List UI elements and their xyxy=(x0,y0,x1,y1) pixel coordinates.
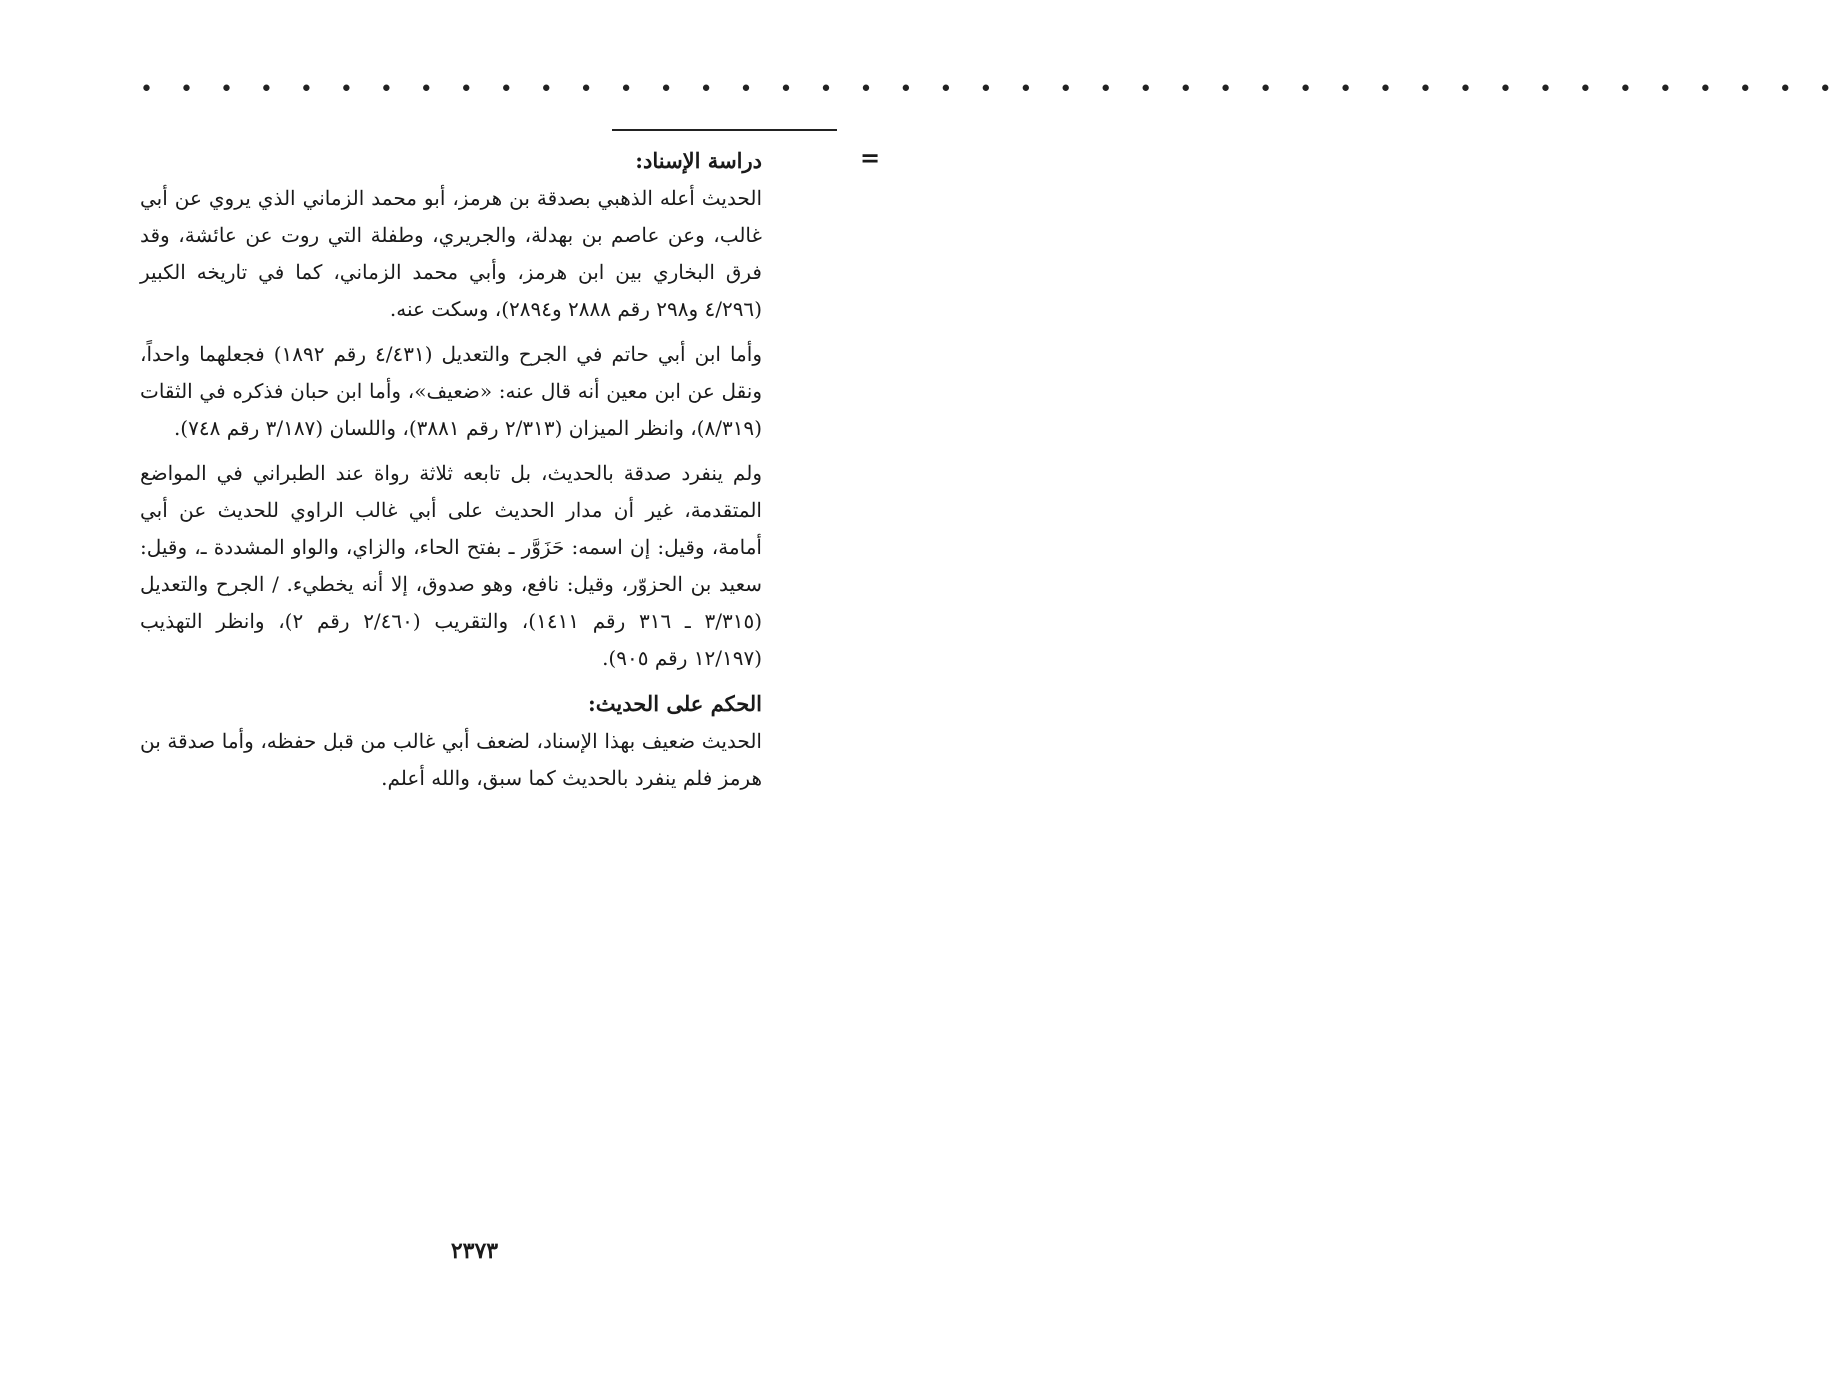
isnad-study-heading: دراسة الإسناد: xyxy=(635,148,762,173)
ruling-heading: الحكم على الحديث: xyxy=(588,691,762,716)
isnad-paragraph-2: وأما ابن أبي حاتم في الجرح والتعديل (٤/٤٣١ رقم ١٨٩٢) فجعلهما واحداً، ونقل عن ابن معين أنه قال عنه: «ضعيف»، وأما ابن حبان فذكره في الثقات (٨/٣١٩)، وانظر الميزان (٢/٣١٣ رقم ٣٨٨١)، واللسان (٣/١٨٧ رقم ٧٤٨). xyxy=(140,342,762,440)
continuation-mark: = xyxy=(860,143,881,172)
header-dotted-line: • • • • • • • • • • • • • • • • • • • • • • • • • • • • • • • • • • • • • • • • • • • xyxy=(140,77,1842,102)
isnad-paragraph-3: ولم ينفرد صدقة بالحديث، بل تابعه ثلاثة رواة عند الطبراني في المواضع المتقدمة، غير أن مدار الحديث على أبي غالب الراوي للحديث عن أبي أمامة، وقيل: إن اسمه: حَزَوَّر ـ بفتح الحاء، والزاي، والواو المشددة ـ، وقيل: سعيد بن الحزوّر، وقيل: نافع، وهو صدوق، إلا أنه يخطيء. / الجرح والتعديل (٣/٣١٥ ـ ٣١٦ رقم ١٤١١)، والتقريب (٢/٤٦٠ رقم ٢)، وانظر التهذيب (١٢/١٩٧ رقم ٩٠٥). xyxy=(140,461,763,670)
page-body xyxy=(140,142,762,805)
page-number: ٢٣٧٣ xyxy=(450,1238,499,1264)
isnad-paragraph-1: الحديث أعله الذهبي بصدقة بن هرمز، أبو محمد الزماني الذي يروي عن أبي غالب، وعن عاصم بن بهدلة، والجريري، وطفلة التي روت عن عائشة، وقد فرق البخاري بين ابن هرمز، وأبي محمد الزماني، كما في تاريخه الكبير (٤/٢٩٦ و٢٩٨ رقم ٢٨٨٨ و٢٨٩٤)، وسكت عنه. xyxy=(140,186,762,321)
footnote-separator-rule xyxy=(612,129,837,131)
ruling-paragraph-1: الحديث ضعيف بهذا الإسناد، لضعف أبي غالب من قبل حفظه، وأما صدقة بن هرمز فلم ينفرد بالحديث كما سبق، والله أعلم. xyxy=(140,729,762,790)
